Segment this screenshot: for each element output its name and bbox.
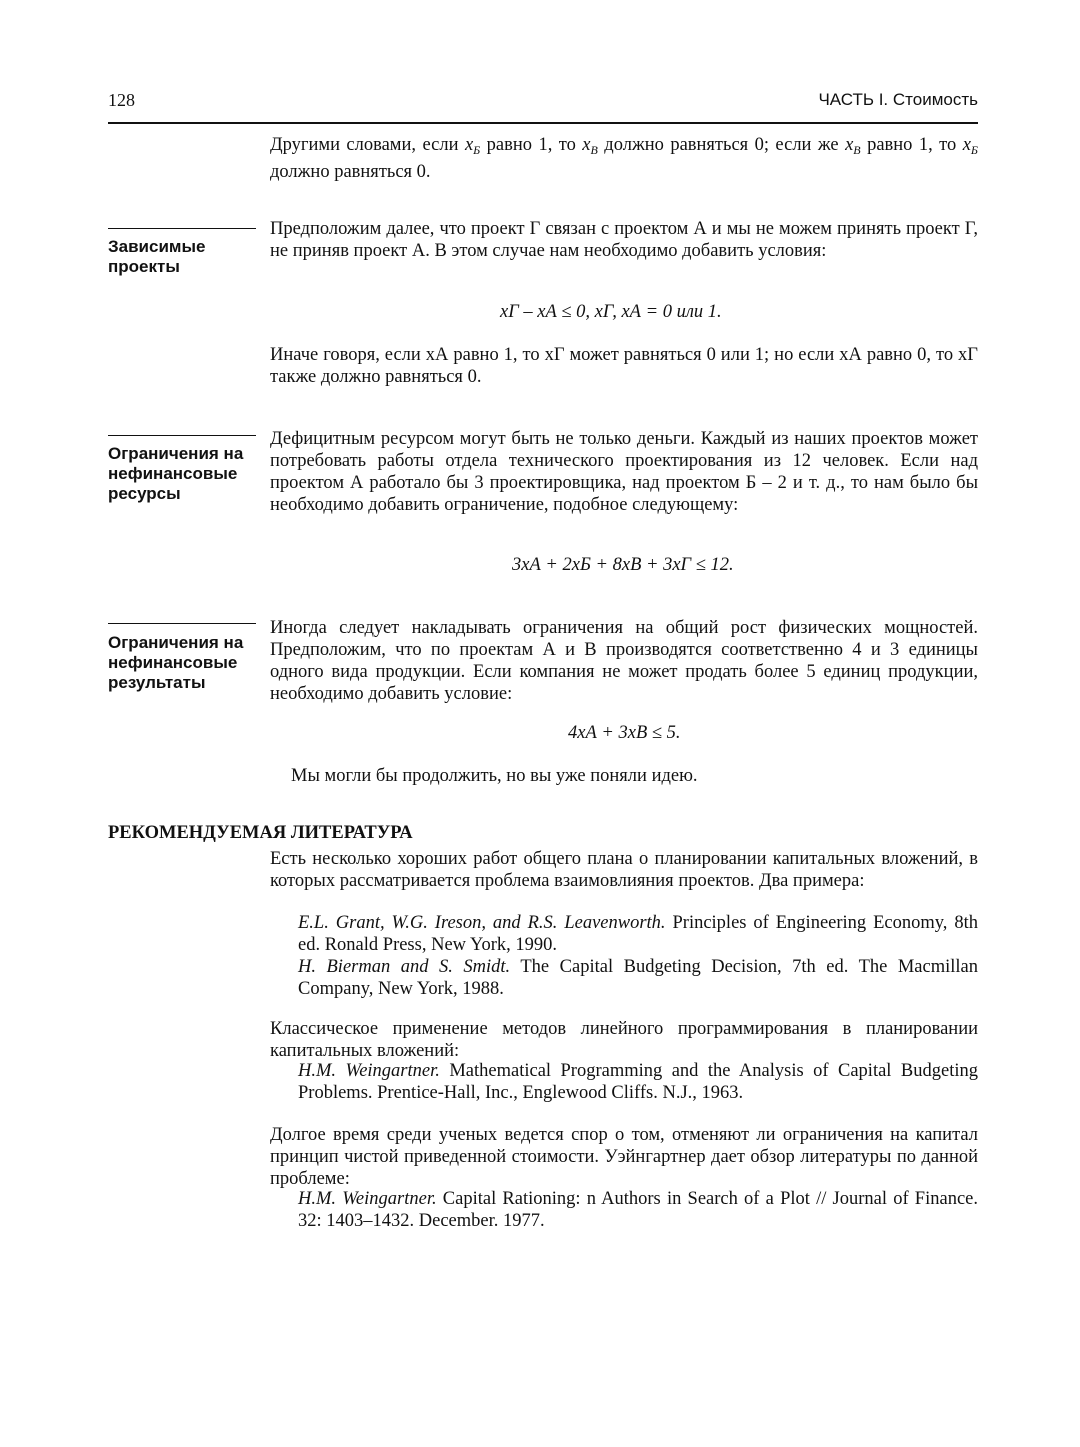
reference-item: E.L. Grant, W.G. Ireson, and R.S. Leavenworth. Principles of Engineering Economy, 8th ed. Ronald Press, New York, 1990. xyxy=(298,913,978,955)
margin-rule xyxy=(108,623,256,624)
margin-label-nonfinancial-results: Ограничения на нефинансовые результаты xyxy=(108,633,244,692)
intro-paragraph: Другими словами, если $x_Б$ равно 1, то $x_В$ должно равняться 0; если же $x_В$ равно 1, то $x_Б$ должно равняться 0. xyxy=(270,135,978,182)
running-header: ЧАСТЬ I. Стоимость xyxy=(818,90,978,109)
section-heading-literature: РЕКОМЕНДУЕМАЯ ЛИТЕРАТУРА xyxy=(108,823,413,843)
reference-item: H.M. Weingartner. Mathematical Programming and the Analysis of Capital Budgeting Problems. Prentice-Hall, Inc., Englewood Cliffs. N.J., 1963. xyxy=(298,1061,978,1103)
margin-rule xyxy=(108,228,256,229)
nonfinancial-results-paragraph: Иногда следует накладывать ограничения на общий рост физических мощностей. Предположим, что по проектам А и В производятся соответственно 4 и 3 единицы одного вида продукции. Если компания не может продать более 5 единиц продукции, необходимо добавить условие: xyxy=(270,618,978,704)
reference-item: H. Bierman and S. Smidt. The Capital Budgeting Decision, 7th ed. The Macmillan Company, New York, 1988. xyxy=(298,957,978,999)
literature-paragraph-2: Классическое применение методов линейного программирования в планировании капитальных вложений: xyxy=(270,1019,978,1061)
nonfinancial-results-formula: 4xА + 3xВ ≤ 5. xyxy=(568,723,681,743)
margin-label-dependent-projects: Зависимые проекты xyxy=(108,237,206,276)
header-divider xyxy=(108,122,978,124)
nonfinancial-resources-formula: 3xА + 2xБ + 8xВ + 3xГ ≤ 12. xyxy=(512,555,734,575)
dependent-projects-explanation: Иначе говоря, если xА равно 1, то xГ может равняться 0 или 1; но если xА равно 0, то xГ также должно равняться 0. xyxy=(270,345,978,387)
reference-item: H.M. Weingartner. Capital Rationing: n Authors in Search of a Plot // Journal of Finance. 32: 1403–1432. December. 1977. xyxy=(298,1189,978,1231)
dependent-projects-formula: xГ – xА ≤ 0, xГ, xА = 0 или 1. xyxy=(500,302,722,322)
margin-label-nonfinancial-resources: Ограничения на нефинансовые ресурсы xyxy=(108,444,244,503)
literature-paragraph-1: Есть несколько хороших работ общего плана о планировании капитальных вложений, в которых рассматривается проблема взаимовлияния проектов. Два примера: xyxy=(270,849,978,891)
page-number: 128 xyxy=(108,90,135,110)
dependent-projects-paragraph: Предположим далее, что проект Г связан с проектом А и мы не можем принять проект Г, не приняв проект А. В этом случае нам необходимо добавить условия: xyxy=(270,219,978,261)
margin-rule xyxy=(108,435,256,436)
closing-sentence: Мы могли бы продолжить, но вы уже поняли идею. xyxy=(291,766,698,786)
literature-paragraph-3: Долгое время среди ученых ведется спор о том, отменяют ли ограничения на капитал принцип чистой приведенной стоимости. Уэйнгартнер дает обзор литературы по данной проблеме: xyxy=(270,1125,978,1189)
nonfinancial-resources-paragraph: Дефицитным ресурсом могут быть не только деньги. Каждый из наших проектов может потребовать работы отдела технического проектирования из 12 человек. Если над проектом А работало бы 3 проектировщика, над проектом Б – 2 и т. д., то нам было бы необходимо добавить ограничение, подобное следующему: xyxy=(270,429,978,515)
